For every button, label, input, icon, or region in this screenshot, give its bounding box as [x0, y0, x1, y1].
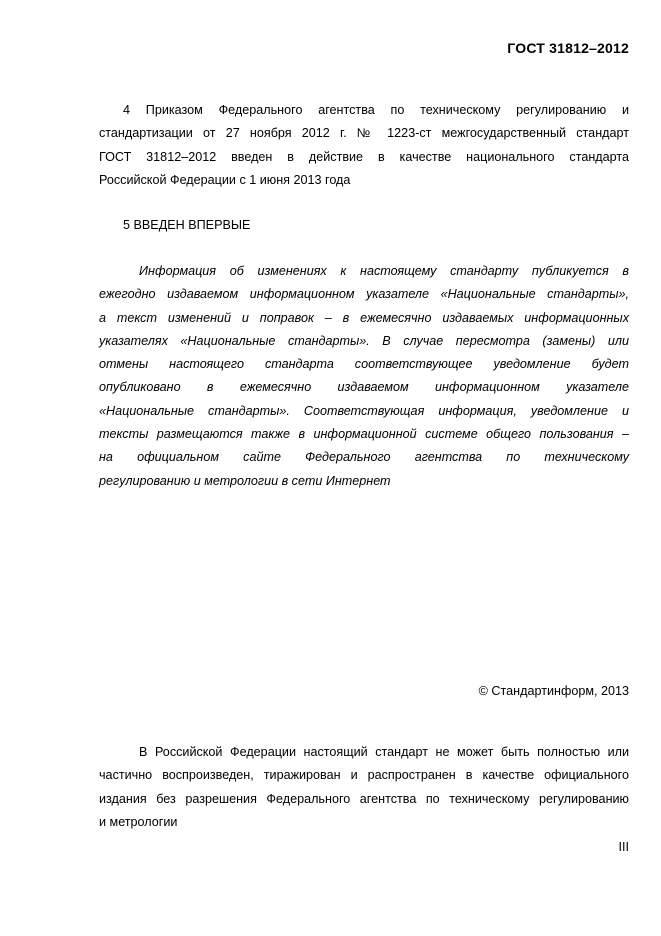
info-paragraph: [99, 260, 629, 493]
info-line: «Национальные стандарты». Соответствующая информация, уведомление и: [99, 403, 629, 418]
item-4-line: стандартизации от 27 ноября 2012 г. № 1223-ст межгосударственный стандарт: [99, 126, 629, 141]
info-line: отмены настоящего стандарта соответствующее уведомление будет: [99, 357, 629, 372]
info-line: ежегодно издаваемом информационном указателе «Национальные стандарты»,: [99, 287, 629, 302]
document-code-header: ГОСТ 31812–2012: [507, 40, 629, 56]
reproduction-notice-paragraph: [99, 741, 629, 834]
info-line: Информация об изменениях к настоящему стандарту публикуется в: [139, 264, 629, 278]
copyright-notice: © Стандартинформ, 2013: [478, 684, 629, 698]
info-line: указателях «Национальные стандарты». В случае пересмотра (замены) или: [99, 333, 629, 348]
notice-line: издания без разрешения Федерального агентства по техническому регулированию: [99, 791, 629, 806]
info-line: а текст изменений и поправок – в ежемесячно издаваемых информационных: [99, 310, 629, 325]
info-line: тексты размещаются также в информационной системе общего пользования –: [99, 427, 629, 442]
item-4-line: Российской Федерации с 1 июня 2013 года: [99, 172, 351, 187]
item-4-line: ГОСТ 31812–2012 введен в действие в качестве национального стандарта: [99, 149, 629, 164]
page-number: III: [618, 840, 629, 854]
item-5-paragraph: [99, 214, 629, 237]
info-line: регулированию и метрологии в сети Интернет: [99, 473, 391, 488]
item-4-line: 4 Приказом Федерального агентства по техническому регулированию и: [123, 103, 629, 117]
notice-line: В Российской Федерации настоящий стандарт не может быть полностью или: [139, 745, 629, 759]
notice-line: частично воспроизведен, тиражирован и распространен в качестве официального: [99, 768, 629, 783]
info-line: на официальном сайте Федерального агентства по техническому: [99, 450, 629, 465]
notice-line: и метрологии: [99, 814, 178, 829]
info-line: опубликовано в ежемесячно издаваемом информационном указателе: [99, 380, 629, 395]
item-4-paragraph: [99, 99, 629, 192]
item-5-text: 5 ВВЕДЕН ВПЕРВЫЕ: [123, 218, 251, 232]
